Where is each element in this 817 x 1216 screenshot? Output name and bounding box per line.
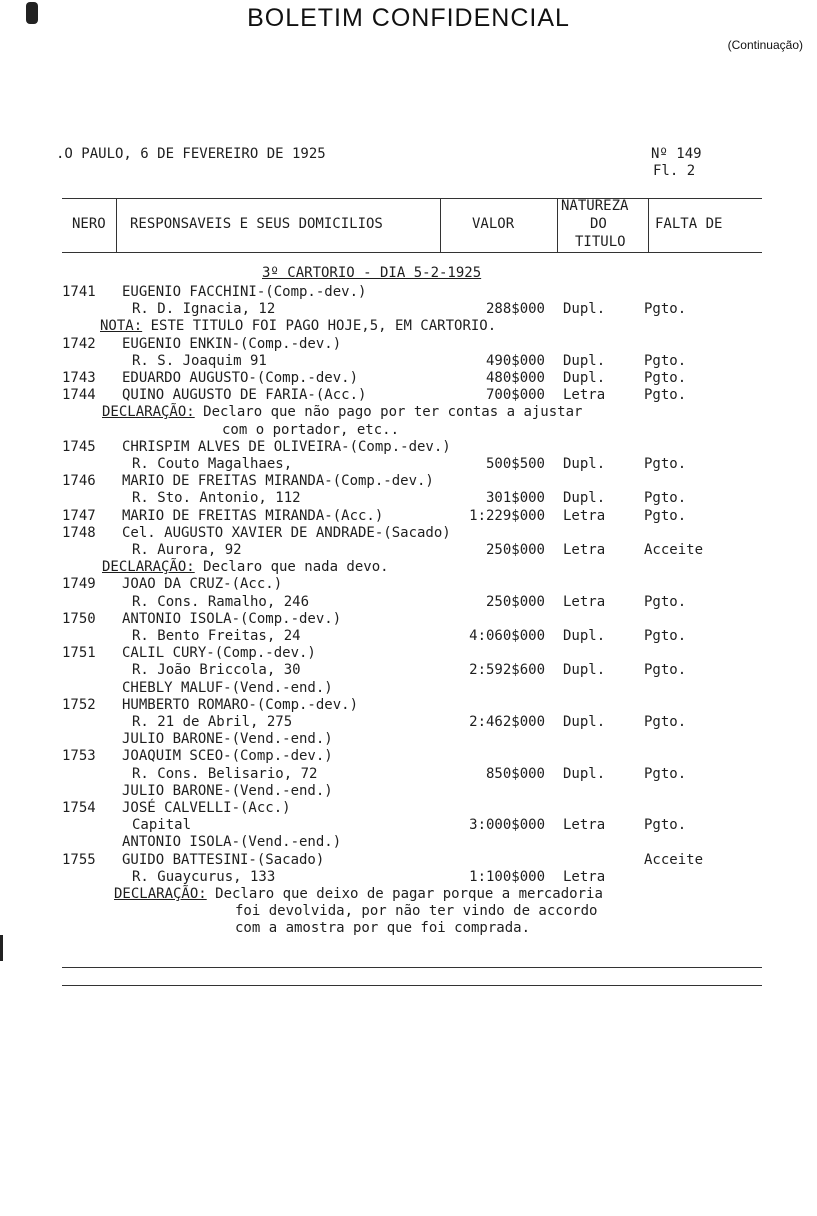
- row-value: 288$000: [485, 301, 545, 317]
- footer-rule-2: [62, 985, 762, 986]
- row-nature: Dupl.: [563, 301, 606, 317]
- row-description: R. Guaycurus, 133: [132, 869, 276, 885]
- column-header-natureza-do: DO: [590, 216, 607, 232]
- row-reason: Pgto.: [644, 353, 687, 369]
- table-row: [0, 336, 817, 352]
- row-value: 2:462$000: [469, 714, 545, 730]
- row-nature: Letra: [563, 542, 606, 558]
- row-description: CHRISPIM ALVES DE OLIVEIRA-(Comp.-dev.): [122, 439, 451, 455]
- row-reason: Pgto.: [644, 714, 687, 730]
- row-description: JOAQUIM SCEO-(Comp.-dev.): [122, 748, 333, 764]
- row-nature: Dupl.: [563, 766, 606, 782]
- row-description: R. João Briccola, 30: [132, 662, 301, 678]
- row-description: DECLARAÇÃO: Declaro que nada devo.: [102, 559, 389, 575]
- row-description: MARIO DE FREITAS MIRANDA-(Comp.-dev.): [122, 473, 434, 489]
- table-row: [0, 404, 817, 420]
- table-row: [0, 301, 817, 317]
- column-header-numero: NERO: [72, 216, 106, 232]
- table-row: [0, 920, 817, 936]
- row-reason: Pgto.: [644, 301, 687, 317]
- row-description: R. D. Ignacia, 12: [132, 301, 276, 317]
- row-number: 1742: [62, 336, 96, 352]
- column-header-natureza: NATUREZA: [561, 198, 629, 214]
- table-row: [0, 748, 817, 764]
- row-description: EUGENIO ENKIN-(Comp.-dev.): [122, 336, 342, 352]
- place-date: .O PAULO, 6 DE FEVEREIRO DE 1925: [56, 146, 326, 162]
- row-description: EUGENIO FACCHINI-(Comp.-dev.): [122, 284, 367, 300]
- row-reason: Pgto.: [644, 817, 687, 833]
- row-description: ANTONIO ISOLA-(Vend.-end.): [122, 834, 342, 850]
- row-description: com o portador, etc..: [222, 422, 400, 438]
- row-description: CALIL CURY-(Comp.-dev.): [122, 645, 316, 661]
- continuation-label: (Continuação): [727, 38, 803, 52]
- row-description: foi devolvida, por não ter vindo de accordo: [235, 903, 598, 919]
- column-header-natureza-titulo: TITULO: [575, 234, 626, 250]
- header-bottom-rule: [62, 252, 762, 253]
- row-nature: Dupl.: [563, 456, 606, 472]
- row-value: 301$000: [485, 490, 545, 506]
- row-nature: Dupl.: [563, 370, 606, 386]
- row-reason: Pgto.: [644, 456, 687, 472]
- row-description: R. Cons. Belisario, 72: [132, 766, 318, 782]
- table-row: [0, 456, 817, 472]
- row-reason: Pgto.: [644, 662, 687, 678]
- row-description: QUINO AUGUSTO DE FARIA-(Acc.): [122, 387, 367, 403]
- row-number: 1752: [62, 697, 96, 713]
- row-nature: Dupl.: [563, 714, 606, 730]
- row-reason: Pgto.: [644, 387, 687, 403]
- row-description: JOAO DA CRUZ-(Acc.): [122, 576, 283, 592]
- table-row: [0, 490, 817, 506]
- section-heading: 3º CARTORIO - DIA 5-2-1925: [262, 265, 482, 281]
- row-description: MARIO DE FREITAS MIRANDA-(Acc.): [122, 508, 384, 524]
- table-row: [0, 473, 817, 489]
- row-nature: Dupl.: [563, 353, 606, 369]
- row-description: ANTONIO ISOLA-(Comp.-dev.): [122, 611, 342, 627]
- sheet-number: Fl. 2: [653, 163, 696, 179]
- row-number: 1744: [62, 387, 96, 403]
- row-description: R. Couto Magalhaes,: [132, 456, 293, 472]
- table-row: [0, 680, 817, 696]
- row-description: NOTA: ESTE TITULO FOI PAGO HOJE,5, EM CARTORIO.: [100, 318, 497, 334]
- row-value: 250$000: [485, 594, 545, 610]
- row-description: JULIO BARONE-(Vend.-end.): [122, 783, 333, 799]
- header-top-rule: [62, 198, 762, 199]
- row-value: 700$000: [485, 387, 545, 403]
- table-row: [0, 714, 817, 730]
- row-nature: Letra: [563, 387, 606, 403]
- row-nature: Dupl.: [563, 662, 606, 678]
- table-row: [0, 525, 817, 541]
- row-number: 1755: [62, 852, 96, 868]
- row-description: R. Cons. Ramalho, 246: [132, 594, 310, 610]
- row-nature: Dupl.: [563, 628, 606, 644]
- row-value: 850$000: [485, 766, 545, 782]
- table-row: [0, 869, 817, 885]
- table-row: [0, 284, 817, 300]
- row-reason: Pgto.: [644, 766, 687, 782]
- row-number: 1748: [62, 525, 96, 541]
- column-divider: [648, 198, 649, 252]
- column-header-responsaveis: RESPONSAVEIS E SEUS DOMICILIOS: [130, 216, 383, 232]
- row-reason: Acceite: [644, 542, 704, 558]
- row-number: 1743: [62, 370, 96, 386]
- row-description: Cel. AUGUSTO XAVIER DE ANDRADE-(Sacado): [122, 525, 451, 541]
- row-number: 1745: [62, 439, 96, 455]
- table-row: [0, 576, 817, 592]
- table-row: [0, 318, 817, 334]
- row-number: 1746: [62, 473, 96, 489]
- row-description: JOSÉ CALVELLI-(Acc.): [122, 800, 291, 816]
- row-reason: Pgto.: [644, 628, 687, 644]
- table-row: [0, 783, 817, 799]
- row-number: 1750: [62, 611, 96, 627]
- row-description: R. 21 de Abril, 275: [132, 714, 293, 730]
- row-reason: Pgto.: [644, 370, 687, 386]
- row-number: 1749: [62, 576, 96, 592]
- row-reason: Pgto.: [644, 594, 687, 610]
- table-row: [0, 886, 817, 902]
- table-row: [0, 800, 817, 816]
- row-nature: Letra: [563, 508, 606, 524]
- row-nature: Dupl.: [563, 490, 606, 506]
- row-value: 2:592$600: [469, 662, 545, 678]
- table-row: [0, 353, 817, 369]
- table-row: [0, 387, 817, 403]
- row-description: GUIDO BATTESINI-(Sacado): [122, 852, 325, 868]
- row-nature: Letra: [563, 594, 606, 610]
- table-row: [0, 731, 817, 747]
- row-number: 1753: [62, 748, 96, 764]
- row-number: 1754: [62, 800, 96, 816]
- column-divider: [116, 198, 117, 252]
- row-description: DECLARAÇÃO: Declaro que deixo de pagar porque a mercadoria: [114, 886, 603, 902]
- row-value: 1:229$000: [469, 508, 545, 524]
- row-value: 490$000: [485, 353, 545, 369]
- table-row: [0, 628, 817, 644]
- row-number: 1751: [62, 645, 96, 661]
- table-row: [0, 559, 817, 575]
- bulletin-number: Nº 149: [651, 146, 702, 162]
- row-description: HUMBERTO ROMARO-(Comp.-dev.): [122, 697, 359, 713]
- row-value: 250$000: [485, 542, 545, 558]
- column-divider: [440, 198, 441, 252]
- column-divider: [557, 198, 558, 252]
- table-row: [0, 611, 817, 627]
- row-nature: Letra: [563, 869, 606, 885]
- row-description: R. S. Joaquim 91: [132, 353, 267, 369]
- row-value: 1:100$000: [469, 869, 545, 885]
- ink-mark-left-edge: [0, 935, 3, 961]
- row-value: 4:060$000: [469, 628, 545, 644]
- table-row: [0, 852, 817, 868]
- row-description: R. Bento Freitas, 24: [132, 628, 301, 644]
- row-description: Capital: [132, 817, 192, 833]
- table-row: [0, 817, 817, 833]
- table-row: [0, 422, 817, 438]
- column-header-valor: VALOR: [472, 216, 515, 232]
- row-description: EDUARDO AUGUSTO-(Comp.-dev.): [122, 370, 359, 386]
- row-description: R. Sto. Antonio, 112: [132, 490, 301, 506]
- row-value: 480$000: [485, 370, 545, 386]
- row-description: R. Aurora, 92: [132, 542, 242, 558]
- row-description: com a amostra por que foi comprada.: [235, 920, 531, 936]
- row-number: 1741: [62, 284, 96, 300]
- row-reason: Pgto.: [644, 490, 687, 506]
- row-description: DECLARAÇÃO: Declaro que não pago por ter contas a ajustar: [102, 404, 583, 420]
- table-row: [0, 766, 817, 782]
- table-row: [0, 662, 817, 678]
- table-row: [0, 697, 817, 713]
- row-nature: Letra: [563, 817, 606, 833]
- column-header-falta: FALTA DE: [655, 216, 723, 232]
- row-value: 3:000$000: [469, 817, 545, 833]
- table-row: [0, 439, 817, 455]
- table-row: [0, 903, 817, 919]
- table-row: [0, 645, 817, 661]
- document-title: BOLETIM CONFIDENCIAL: [247, 4, 570, 32]
- footer-rule-1: [62, 967, 762, 968]
- row-number: 1747: [62, 508, 96, 524]
- row-description: CHEBLY MALUF-(Vend.-end.): [122, 680, 333, 696]
- row-reason: Acceite: [644, 852, 704, 868]
- row-description: JULIO BARONE-(Vend.-end.): [122, 731, 333, 747]
- table-row: [0, 542, 817, 558]
- row-value: 500$500: [485, 456, 545, 472]
- table-row: [0, 370, 817, 386]
- table-row: [0, 594, 817, 610]
- table-row: [0, 834, 817, 850]
- table-row: [0, 508, 817, 524]
- row-reason: Pgto.: [644, 508, 687, 524]
